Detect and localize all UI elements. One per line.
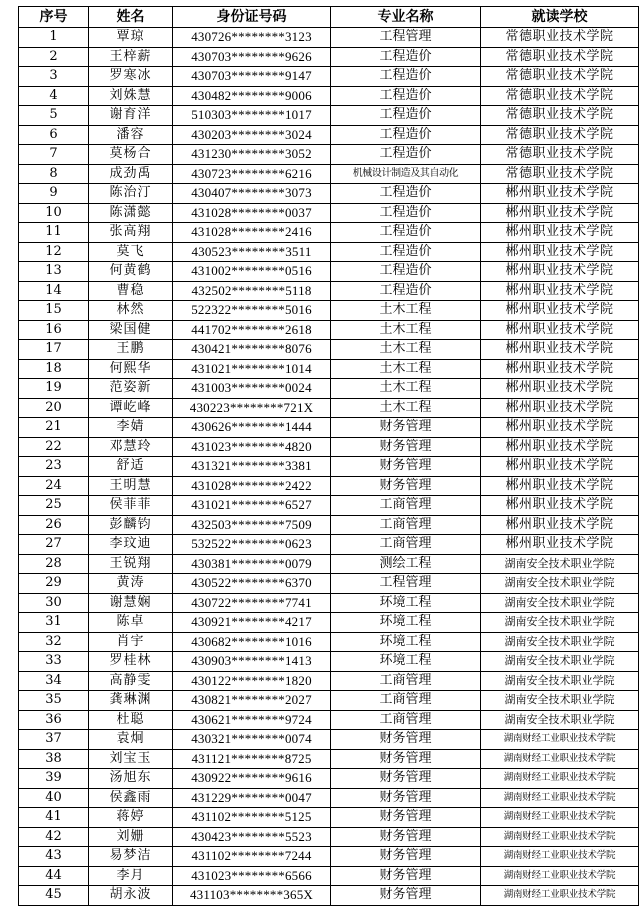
cell-serial: 42 bbox=[19, 827, 89, 847]
cell-id-number: 430223********721X bbox=[173, 398, 331, 418]
cell-id-number: 431021********1014 bbox=[173, 359, 331, 379]
table-row bbox=[19, 359, 639, 379]
cell-major: 工程造价 bbox=[331, 242, 481, 262]
cell-school: 湖南财经工业职业技术学院 bbox=[481, 749, 639, 769]
cell-major: 工程造价 bbox=[331, 67, 481, 87]
table-row bbox=[19, 28, 639, 48]
cell-id-number: 430482********9006 bbox=[173, 86, 331, 106]
cell-major: 工程造价 bbox=[331, 184, 481, 204]
table-body bbox=[19, 28, 639, 906]
cell-school: 常德职业技术学院 bbox=[481, 125, 639, 145]
cell-major: 财务管理 bbox=[331, 866, 481, 886]
cell-serial: 41 bbox=[19, 808, 89, 828]
cell-major: 工程造价 bbox=[331, 47, 481, 67]
cell-name: 覃琼 bbox=[89, 28, 173, 48]
cell-name: 汤旭东 bbox=[89, 769, 173, 789]
cell-major: 财务管理 bbox=[331, 418, 481, 438]
cell-serial: 9 bbox=[19, 184, 89, 204]
cell-school: 湖南财经工业职业技术学院 bbox=[481, 886, 639, 906]
cell-name: 谢育洋 bbox=[89, 106, 173, 126]
cell-major: 工商管理 bbox=[331, 710, 481, 730]
table-row bbox=[19, 749, 639, 769]
cell-name: 彭麟钧 bbox=[89, 515, 173, 535]
cell-id-number: 430903********1413 bbox=[173, 652, 331, 672]
table-row bbox=[19, 418, 639, 438]
table-row bbox=[19, 710, 639, 730]
cell-id-number: 430321********0074 bbox=[173, 730, 331, 750]
cell-school: 常德职业技术学院 bbox=[481, 67, 639, 87]
header-major: 专业名称 bbox=[331, 7, 481, 28]
cell-serial: 5 bbox=[19, 106, 89, 126]
cell-school: 湖南财经工业职业技术学院 bbox=[481, 730, 639, 750]
cell-serial: 44 bbox=[19, 866, 89, 886]
cell-serial: 29 bbox=[19, 574, 89, 594]
cell-name: 潘容 bbox=[89, 125, 173, 145]
header-school: 就读学校 bbox=[481, 7, 639, 28]
cell-school: 常德职业技术学院 bbox=[481, 28, 639, 48]
cell-id-number: 430703********9626 bbox=[173, 47, 331, 67]
cell-id-number: 431002********0516 bbox=[173, 262, 331, 282]
cell-id-number: 432503********7509 bbox=[173, 515, 331, 535]
cell-id-number: 430621********9724 bbox=[173, 710, 331, 730]
cell-id-number: 510303********1017 bbox=[173, 106, 331, 126]
cell-serial: 15 bbox=[19, 301, 89, 321]
cell-id-number: 430423********5523 bbox=[173, 827, 331, 847]
cell-school: 湖南安全技术职业学院 bbox=[481, 574, 639, 594]
cell-id-number: 431028********0037 bbox=[173, 203, 331, 223]
table-row bbox=[19, 632, 639, 652]
cell-major: 土木工程 bbox=[331, 320, 481, 340]
cell-id-number: 430921********4217 bbox=[173, 613, 331, 633]
cell-id-number: 430726********3123 bbox=[173, 28, 331, 48]
cell-serial: 30 bbox=[19, 593, 89, 613]
table-row bbox=[19, 301, 639, 321]
cell-name: 易梦洁 bbox=[89, 847, 173, 867]
cell-major: 财务管理 bbox=[331, 788, 481, 808]
cell-school: 湖南财经工业职业技术学院 bbox=[481, 788, 639, 808]
cell-id-number: 432502********5118 bbox=[173, 281, 331, 301]
cell-school: 湖南安全技术职业学院 bbox=[481, 613, 639, 633]
table-row bbox=[19, 788, 639, 808]
table-row bbox=[19, 691, 639, 711]
cell-name: 侯鑫雨 bbox=[89, 788, 173, 808]
student-table bbox=[18, 6, 639, 906]
cell-major: 土木工程 bbox=[331, 359, 481, 379]
cell-id-number: 431230********3052 bbox=[173, 145, 331, 165]
cell-serial: 25 bbox=[19, 496, 89, 516]
cell-name: 张高翔 bbox=[89, 223, 173, 243]
cell-serial: 39 bbox=[19, 769, 89, 789]
cell-name: 罗桂林 bbox=[89, 652, 173, 672]
table-row bbox=[19, 47, 639, 67]
cell-id-number: 441702********2618 bbox=[173, 320, 331, 340]
cell-serial: 35 bbox=[19, 691, 89, 711]
cell-id-number: 431023********4820 bbox=[173, 437, 331, 457]
cell-major: 土木工程 bbox=[331, 301, 481, 321]
cell-school: 郴州职业技术学院 bbox=[481, 320, 639, 340]
cell-serial: 45 bbox=[19, 886, 89, 906]
cell-id-number: 431121********8725 bbox=[173, 749, 331, 769]
cell-serial: 37 bbox=[19, 730, 89, 750]
cell-school: 郴州职业技术学院 bbox=[481, 457, 639, 477]
cell-serial: 13 bbox=[19, 262, 89, 282]
table-header-row bbox=[19, 7, 639, 28]
cell-name: 曹稳 bbox=[89, 281, 173, 301]
cell-school: 郴州职业技术学院 bbox=[481, 262, 639, 282]
cell-school: 郴州职业技术学院 bbox=[481, 496, 639, 516]
cell-name: 范姿新 bbox=[89, 379, 173, 399]
student-table-sheet bbox=[18, 6, 639, 906]
cell-id-number: 430522********6370 bbox=[173, 574, 331, 594]
cell-major: 财务管理 bbox=[331, 457, 481, 477]
cell-major: 财务管理 bbox=[331, 476, 481, 496]
cell-school: 常德职业技术学院 bbox=[481, 145, 639, 165]
cell-serial: 6 bbox=[19, 125, 89, 145]
cell-school: 湖南财经工业职业技术学院 bbox=[481, 866, 639, 886]
table-row bbox=[19, 535, 639, 555]
cell-name: 侯菲菲 bbox=[89, 496, 173, 516]
table-row bbox=[19, 847, 639, 867]
table-row bbox=[19, 262, 639, 282]
cell-school: 郴州职业技术学院 bbox=[481, 359, 639, 379]
cell-serial: 33 bbox=[19, 652, 89, 672]
table-row bbox=[19, 593, 639, 613]
table-row bbox=[19, 145, 639, 165]
cell-school: 郴州职业技术学院 bbox=[481, 242, 639, 262]
table-row bbox=[19, 730, 639, 750]
cell-id-number: 431102********7244 bbox=[173, 847, 331, 867]
cell-serial: 11 bbox=[19, 223, 89, 243]
cell-major: 机械设计制造及其自动化 bbox=[331, 164, 481, 184]
cell-school: 湖南安全技术职业学院 bbox=[481, 632, 639, 652]
cell-major: 工程造价 bbox=[331, 281, 481, 301]
table-row bbox=[19, 320, 639, 340]
cell-school: 湖南安全技术职业学院 bbox=[481, 554, 639, 574]
cell-major: 财务管理 bbox=[331, 827, 481, 847]
table-row bbox=[19, 67, 639, 87]
cell-serial: 12 bbox=[19, 242, 89, 262]
cell-serial: 19 bbox=[19, 379, 89, 399]
cell-id-number: 431229********0047 bbox=[173, 788, 331, 808]
cell-serial: 4 bbox=[19, 86, 89, 106]
table-row bbox=[19, 164, 639, 184]
cell-serial: 24 bbox=[19, 476, 89, 496]
cell-major: 土木工程 bbox=[331, 398, 481, 418]
cell-name: 肖宇 bbox=[89, 632, 173, 652]
cell-major: 工程管理 bbox=[331, 28, 481, 48]
cell-major: 工商管理 bbox=[331, 535, 481, 555]
cell-major: 工商管理 bbox=[331, 515, 481, 535]
cell-school: 湖南财经工业职业技术学院 bbox=[481, 827, 639, 847]
cell-name: 陈治汀 bbox=[89, 184, 173, 204]
table-row bbox=[19, 223, 639, 243]
cell-major: 财务管理 bbox=[331, 886, 481, 906]
cell-id-number: 430407********3073 bbox=[173, 184, 331, 204]
cell-id-number: 430523********3511 bbox=[173, 242, 331, 262]
cell-serial: 2 bbox=[19, 47, 89, 67]
cell-id-number: 430381********0079 bbox=[173, 554, 331, 574]
cell-school: 湖南安全技术职业学院 bbox=[481, 652, 639, 672]
cell-school: 郴州职业技术学院 bbox=[481, 379, 639, 399]
cell-major: 财务管理 bbox=[331, 847, 481, 867]
cell-id-number: 431028********2416 bbox=[173, 223, 331, 243]
cell-serial: 22 bbox=[19, 437, 89, 457]
cell-name: 黄涛 bbox=[89, 574, 173, 594]
cell-school: 郴州职业技术学院 bbox=[481, 340, 639, 360]
cell-name: 蒋婷 bbox=[89, 808, 173, 828]
cell-id-number: 430722********7741 bbox=[173, 593, 331, 613]
cell-name: 莫飞 bbox=[89, 242, 173, 262]
cell-id-number: 532522********0623 bbox=[173, 535, 331, 555]
cell-name: 何黄鹤 bbox=[89, 262, 173, 282]
cell-school: 郴州职业技术学院 bbox=[481, 281, 639, 301]
cell-id-number: 430703********9147 bbox=[173, 67, 331, 87]
cell-name: 舒适 bbox=[89, 457, 173, 477]
table-row bbox=[19, 398, 639, 418]
cell-name: 刘宝玉 bbox=[89, 749, 173, 769]
cell-major: 环境工程 bbox=[331, 652, 481, 672]
table-row bbox=[19, 886, 639, 906]
table-row bbox=[19, 574, 639, 594]
cell-major: 工商管理 bbox=[331, 691, 481, 711]
cell-school: 郴州职业技术学院 bbox=[481, 535, 639, 555]
cell-serial: 26 bbox=[19, 515, 89, 535]
cell-school: 湖南安全技术职业学院 bbox=[481, 710, 639, 730]
cell-id-number: 430203********3024 bbox=[173, 125, 331, 145]
cell-name: 李月 bbox=[89, 866, 173, 886]
cell-name: 梁国健 bbox=[89, 320, 173, 340]
cell-major: 工程管理 bbox=[331, 574, 481, 594]
cell-major: 环境工程 bbox=[331, 613, 481, 633]
table-row bbox=[19, 379, 639, 399]
cell-major: 财务管理 bbox=[331, 749, 481, 769]
cell-serial: 18 bbox=[19, 359, 89, 379]
table-row bbox=[19, 827, 639, 847]
cell-id-number: 431023********6566 bbox=[173, 866, 331, 886]
cell-name: 莫杨合 bbox=[89, 145, 173, 165]
cell-id-number: 430682********1016 bbox=[173, 632, 331, 652]
cell-serial: 17 bbox=[19, 340, 89, 360]
cell-school: 郴州职业技术学院 bbox=[481, 223, 639, 243]
cell-major: 财务管理 bbox=[331, 437, 481, 457]
cell-major: 工商管理 bbox=[331, 496, 481, 516]
cell-major: 工程造价 bbox=[331, 145, 481, 165]
cell-name: 杜聪 bbox=[89, 710, 173, 730]
cell-serial: 20 bbox=[19, 398, 89, 418]
cell-name: 王梓薪 bbox=[89, 47, 173, 67]
table-row bbox=[19, 457, 639, 477]
cell-id-number: 522322********5016 bbox=[173, 301, 331, 321]
cell-name: 罗寒冰 bbox=[89, 67, 173, 87]
cell-major: 工程造价 bbox=[331, 86, 481, 106]
cell-serial: 40 bbox=[19, 788, 89, 808]
cell-serial: 43 bbox=[19, 847, 89, 867]
cell-school: 湖南财经工业职业技术学院 bbox=[481, 847, 639, 867]
cell-name: 林然 bbox=[89, 301, 173, 321]
cell-school: 郴州职业技术学院 bbox=[481, 184, 639, 204]
cell-school: 郴州职业技术学院 bbox=[481, 418, 639, 438]
cell-name: 成劲禹 bbox=[89, 164, 173, 184]
cell-school: 常德职业技术学院 bbox=[481, 164, 639, 184]
cell-school: 湖南安全技术职业学院 bbox=[481, 593, 639, 613]
cell-school: 郴州职业技术学院 bbox=[481, 437, 639, 457]
cell-name: 刘姗 bbox=[89, 827, 173, 847]
cell-major: 工商管理 bbox=[331, 671, 481, 691]
cell-major: 土木工程 bbox=[331, 340, 481, 360]
cell-name: 李婧 bbox=[89, 418, 173, 438]
cell-id-number: 430922********9616 bbox=[173, 769, 331, 789]
header-id-number: 身份证号码 bbox=[173, 7, 331, 28]
cell-name: 李玟迪 bbox=[89, 535, 173, 555]
cell-school: 常德职业技术学院 bbox=[481, 47, 639, 67]
cell-serial: 16 bbox=[19, 320, 89, 340]
cell-name: 邓慧玲 bbox=[89, 437, 173, 457]
cell-serial: 21 bbox=[19, 418, 89, 438]
table-row bbox=[19, 437, 639, 457]
table-row bbox=[19, 613, 639, 633]
cell-major: 工程造价 bbox=[331, 125, 481, 145]
table-row bbox=[19, 203, 639, 223]
cell-name: 王锐翔 bbox=[89, 554, 173, 574]
cell-serial: 36 bbox=[19, 710, 89, 730]
cell-serial: 7 bbox=[19, 145, 89, 165]
table-row bbox=[19, 125, 639, 145]
cell-major: 财务管理 bbox=[331, 769, 481, 789]
cell-id-number: 430421********8076 bbox=[173, 340, 331, 360]
cell-major: 环境工程 bbox=[331, 593, 481, 613]
cell-major: 环境工程 bbox=[331, 632, 481, 652]
cell-major: 工程造价 bbox=[331, 203, 481, 223]
cell-school: 湖南安全技术职业学院 bbox=[481, 691, 639, 711]
header-serial: 序号 bbox=[19, 7, 89, 28]
table-row bbox=[19, 281, 639, 301]
cell-school: 常德职业技术学院 bbox=[481, 106, 639, 126]
cell-serial: 23 bbox=[19, 457, 89, 477]
cell-id-number: 430821********2027 bbox=[173, 691, 331, 711]
cell-name: 胡永波 bbox=[89, 886, 173, 906]
cell-id-number: 431103********365X bbox=[173, 886, 331, 906]
table-row bbox=[19, 242, 639, 262]
cell-school: 郴州职业技术学院 bbox=[481, 515, 639, 535]
table-row bbox=[19, 554, 639, 574]
cell-school: 湖南财经工业职业技术学院 bbox=[481, 769, 639, 789]
cell-serial: 31 bbox=[19, 613, 89, 633]
cell-name: 陈卓 bbox=[89, 613, 173, 633]
cell-name: 刘姝慧 bbox=[89, 86, 173, 106]
table-row bbox=[19, 476, 639, 496]
cell-school: 湖南财经工业职业技术学院 bbox=[481, 808, 639, 828]
cell-major: 工程造价 bbox=[331, 223, 481, 243]
header-name: 姓名 bbox=[89, 7, 173, 28]
cell-major: 土木工程 bbox=[331, 379, 481, 399]
cell-name: 陈潇懿 bbox=[89, 203, 173, 223]
table-row bbox=[19, 866, 639, 886]
cell-serial: 8 bbox=[19, 164, 89, 184]
table-row bbox=[19, 340, 639, 360]
cell-name: 王鹏 bbox=[89, 340, 173, 360]
cell-name: 袁炯 bbox=[89, 730, 173, 750]
cell-id-number: 430723********6216 bbox=[173, 164, 331, 184]
cell-major: 测绘工程 bbox=[331, 554, 481, 574]
table-row bbox=[19, 496, 639, 516]
cell-id-number: 430626********1444 bbox=[173, 418, 331, 438]
cell-id-number: 431028********2422 bbox=[173, 476, 331, 496]
table-row bbox=[19, 106, 639, 126]
cell-serial: 3 bbox=[19, 67, 89, 87]
cell-serial: 34 bbox=[19, 671, 89, 691]
cell-school: 湖南安全技术职业学院 bbox=[481, 671, 639, 691]
cell-serial: 27 bbox=[19, 535, 89, 555]
cell-serial: 32 bbox=[19, 632, 89, 652]
cell-school: 郴州职业技术学院 bbox=[481, 476, 639, 496]
cell-serial: 38 bbox=[19, 749, 89, 769]
cell-id-number: 431321********3381 bbox=[173, 457, 331, 477]
cell-serial: 14 bbox=[19, 281, 89, 301]
cell-serial: 10 bbox=[19, 203, 89, 223]
cell-name: 谭屹峰 bbox=[89, 398, 173, 418]
cell-id-number: 431003********0024 bbox=[173, 379, 331, 399]
cell-id-number: 431021********6527 bbox=[173, 496, 331, 516]
cell-school: 郴州职业技术学院 bbox=[481, 301, 639, 321]
cell-name: 谢慧娴 bbox=[89, 593, 173, 613]
table-row bbox=[19, 515, 639, 535]
table-row bbox=[19, 671, 639, 691]
cell-name: 龚琳渊 bbox=[89, 691, 173, 711]
cell-school: 郴州职业技术学院 bbox=[481, 203, 639, 223]
table-row bbox=[19, 86, 639, 106]
cell-school: 郴州职业技术学院 bbox=[481, 398, 639, 418]
table-row bbox=[19, 184, 639, 204]
cell-major: 工程造价 bbox=[331, 106, 481, 126]
cell-school: 常德职业技术学院 bbox=[481, 86, 639, 106]
cell-name: 王明慧 bbox=[89, 476, 173, 496]
cell-major: 财务管理 bbox=[331, 808, 481, 828]
table-row bbox=[19, 652, 639, 672]
cell-major: 工程造价 bbox=[331, 262, 481, 282]
cell-name: 高静雯 bbox=[89, 671, 173, 691]
cell-serial: 1 bbox=[19, 28, 89, 48]
cell-id-number: 431102********5125 bbox=[173, 808, 331, 828]
cell-id-number: 430122********1820 bbox=[173, 671, 331, 691]
cell-major: 财务管理 bbox=[331, 730, 481, 750]
table-row bbox=[19, 808, 639, 828]
cell-serial: 28 bbox=[19, 554, 89, 574]
cell-name: 何熙华 bbox=[89, 359, 173, 379]
table-row bbox=[19, 769, 639, 789]
